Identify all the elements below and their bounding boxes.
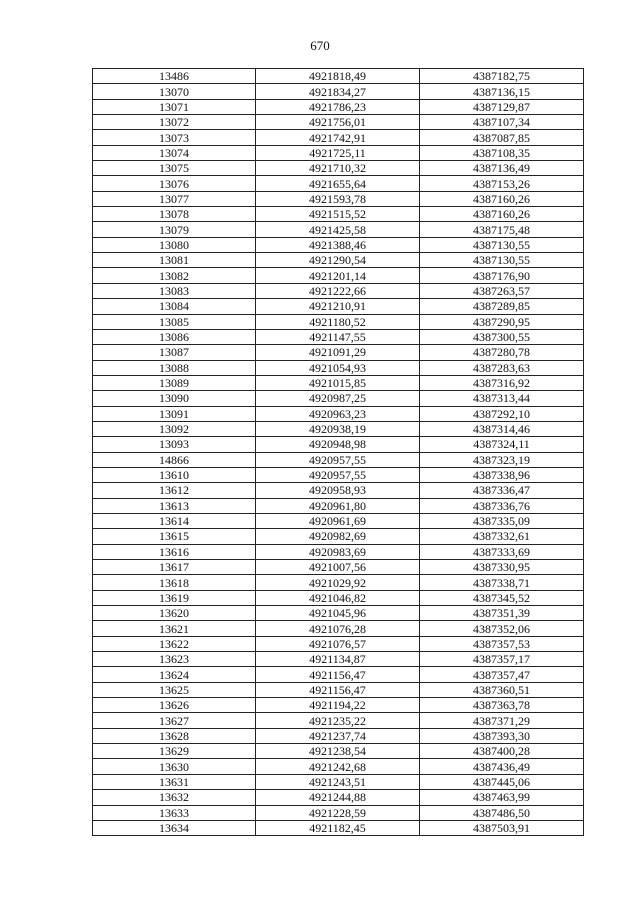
point-number-cell: 13620 bbox=[93, 606, 256, 621]
x-coordinate-cell: 4921045,96 bbox=[256, 606, 420, 621]
y-coordinate-cell: 4387160,26 bbox=[420, 207, 584, 222]
y-coordinate-cell: 4387313,44 bbox=[420, 391, 584, 406]
page-number: 670 bbox=[310, 38, 330, 53]
x-coordinate-cell: 4921388,46 bbox=[256, 237, 420, 252]
x-coordinate-cell: 4921742,91 bbox=[256, 130, 420, 145]
point-number-cell: 13082 bbox=[93, 268, 256, 283]
x-coordinate-cell: 4921242,68 bbox=[256, 759, 420, 774]
x-coordinate-cell: 4920983,69 bbox=[256, 544, 420, 559]
y-coordinate-cell: 4387324,11 bbox=[420, 437, 584, 452]
table-row bbox=[93, 498, 584, 513]
table-row bbox=[93, 636, 584, 651]
table-row bbox=[93, 575, 584, 590]
y-coordinate-cell: 4387360,51 bbox=[420, 682, 584, 697]
x-coordinate-cell: 4920961,80 bbox=[256, 498, 420, 513]
y-coordinate-cell: 4387323,19 bbox=[420, 452, 584, 467]
point-number-cell: 13089 bbox=[93, 375, 256, 390]
x-coordinate-cell: 4920957,55 bbox=[256, 467, 420, 482]
x-coordinate-cell: 4921091,29 bbox=[256, 345, 420, 360]
y-coordinate-cell: 4387357,53 bbox=[420, 636, 584, 651]
x-coordinate-cell: 4921290,54 bbox=[256, 253, 420, 268]
x-coordinate-cell: 4921235,22 bbox=[256, 713, 420, 728]
x-coordinate-cell: 4921244,88 bbox=[256, 790, 420, 805]
y-coordinate-cell: 4387316,92 bbox=[420, 375, 584, 390]
table-row bbox=[93, 774, 584, 789]
table-row bbox=[93, 667, 584, 682]
table-row bbox=[93, 560, 584, 575]
y-coordinate-cell: 4387400,28 bbox=[420, 744, 584, 759]
point-number-cell: 13084 bbox=[93, 299, 256, 314]
y-coordinate-cell: 4387463,99 bbox=[420, 790, 584, 805]
point-number-cell: 13081 bbox=[93, 253, 256, 268]
table-row bbox=[93, 713, 584, 728]
x-coordinate-cell: 4921243,51 bbox=[256, 774, 420, 789]
point-number-cell: 13070 bbox=[93, 84, 256, 99]
point-number-cell: 13612 bbox=[93, 483, 256, 498]
point-number-cell: 13610 bbox=[93, 467, 256, 482]
point-number-cell: 13091 bbox=[93, 406, 256, 421]
table-row bbox=[93, 314, 584, 329]
x-coordinate-cell: 4921134,87 bbox=[256, 652, 420, 667]
x-coordinate-cell: 4921237,74 bbox=[256, 728, 420, 743]
table-row bbox=[93, 606, 584, 621]
point-number-cell: 13618 bbox=[93, 575, 256, 590]
point-number-cell: 13083 bbox=[93, 283, 256, 298]
table-row bbox=[93, 360, 584, 375]
x-coordinate-cell: 4921655,64 bbox=[256, 176, 420, 191]
point-number-cell: 13627 bbox=[93, 713, 256, 728]
x-coordinate-cell: 4921210,91 bbox=[256, 299, 420, 314]
x-coordinate-cell: 4921054,93 bbox=[256, 360, 420, 375]
y-coordinate-cell: 4387335,09 bbox=[420, 513, 584, 528]
table-row bbox=[93, 283, 584, 298]
table-row bbox=[93, 161, 584, 176]
point-number-cell: 13090 bbox=[93, 391, 256, 406]
point-number-cell: 13071 bbox=[93, 99, 256, 114]
table-row bbox=[93, 329, 584, 344]
point-number-cell: 13634 bbox=[93, 820, 256, 835]
point-number-cell: 13622 bbox=[93, 636, 256, 651]
point-number-cell: 13633 bbox=[93, 805, 256, 820]
table-row bbox=[93, 268, 584, 283]
x-coordinate-cell: 4921015,85 bbox=[256, 375, 420, 390]
table-row bbox=[93, 437, 584, 452]
table-row bbox=[93, 590, 584, 605]
point-number-cell: 13077 bbox=[93, 191, 256, 206]
table-row bbox=[93, 130, 584, 145]
table-row bbox=[93, 176, 584, 191]
table-row bbox=[93, 375, 584, 390]
table-row bbox=[93, 99, 584, 114]
x-coordinate-cell: 4921593,78 bbox=[256, 191, 420, 206]
x-coordinate-cell: 4920963,23 bbox=[256, 406, 420, 421]
point-number-cell: 13087 bbox=[93, 345, 256, 360]
y-coordinate-cell: 4387108,35 bbox=[420, 145, 584, 160]
x-coordinate-cell: 4921029,92 bbox=[256, 575, 420, 590]
x-coordinate-cell: 4920957,55 bbox=[256, 452, 420, 467]
x-coordinate-cell: 4921194,22 bbox=[256, 698, 420, 713]
x-coordinate-cell: 4920987,25 bbox=[256, 391, 420, 406]
coordinates-table-body bbox=[93, 69, 584, 836]
y-coordinate-cell: 4387160,26 bbox=[420, 191, 584, 206]
point-number-cell: 13632 bbox=[93, 790, 256, 805]
table-row bbox=[93, 744, 584, 759]
table-row bbox=[93, 759, 584, 774]
table-row bbox=[93, 207, 584, 222]
x-coordinate-cell: 4920948,98 bbox=[256, 437, 420, 452]
x-coordinate-cell: 4921156,47 bbox=[256, 682, 420, 697]
y-coordinate-cell: 4387338,71 bbox=[420, 575, 584, 590]
x-coordinate-cell: 4921756,01 bbox=[256, 115, 420, 130]
x-coordinate-cell: 4920958,93 bbox=[256, 483, 420, 498]
table-row bbox=[93, 391, 584, 406]
x-coordinate-cell: 4921076,57 bbox=[256, 636, 420, 651]
x-coordinate-cell: 4921425,58 bbox=[256, 222, 420, 237]
point-number-cell: 13613 bbox=[93, 498, 256, 513]
coordinates-table bbox=[92, 68, 584, 836]
table-row bbox=[93, 115, 584, 130]
x-coordinate-cell: 4921046,82 bbox=[256, 590, 420, 605]
point-number-cell: 13072 bbox=[93, 115, 256, 130]
table-row bbox=[93, 513, 584, 528]
table-row bbox=[93, 452, 584, 467]
table-row bbox=[93, 69, 584, 84]
table-row bbox=[93, 483, 584, 498]
point-number-cell: 13619 bbox=[93, 590, 256, 605]
point-number-cell: 13086 bbox=[93, 329, 256, 344]
y-coordinate-cell: 4387486,50 bbox=[420, 805, 584, 820]
y-coordinate-cell: 4387330,95 bbox=[420, 560, 584, 575]
x-coordinate-cell: 4920961,69 bbox=[256, 513, 420, 528]
x-coordinate-cell: 4921147,55 bbox=[256, 329, 420, 344]
x-coordinate-cell: 4921834,27 bbox=[256, 84, 420, 99]
point-number-cell: 13616 bbox=[93, 544, 256, 559]
point-number-cell: 13076 bbox=[93, 176, 256, 191]
point-number-cell: 13623 bbox=[93, 652, 256, 667]
table-row bbox=[93, 299, 584, 314]
point-number-cell: 13631 bbox=[93, 774, 256, 789]
y-coordinate-cell: 4387176,90 bbox=[420, 268, 584, 283]
point-number-cell: 13625 bbox=[93, 682, 256, 697]
x-coordinate-cell: 4921007,56 bbox=[256, 560, 420, 575]
table-row bbox=[93, 805, 584, 820]
table-row bbox=[93, 467, 584, 482]
point-number-cell: 13085 bbox=[93, 314, 256, 329]
y-coordinate-cell: 4387336,76 bbox=[420, 498, 584, 513]
point-number-cell: 13079 bbox=[93, 222, 256, 237]
y-coordinate-cell: 4387136,49 bbox=[420, 161, 584, 176]
y-coordinate-cell: 4387153,26 bbox=[420, 176, 584, 191]
table-row bbox=[93, 529, 584, 544]
point-number-cell: 13080 bbox=[93, 237, 256, 252]
table-row bbox=[93, 84, 584, 99]
y-coordinate-cell: 4387130,55 bbox=[420, 253, 584, 268]
y-coordinate-cell: 4387436,49 bbox=[420, 759, 584, 774]
x-coordinate-cell: 4921076,28 bbox=[256, 621, 420, 636]
x-coordinate-cell: 4921228,59 bbox=[256, 805, 420, 820]
y-coordinate-cell: 4387290,95 bbox=[420, 314, 584, 329]
x-coordinate-cell: 4920938,19 bbox=[256, 421, 420, 436]
y-coordinate-cell: 4387280,78 bbox=[420, 345, 584, 360]
table-row bbox=[93, 682, 584, 697]
point-number-cell: 13624 bbox=[93, 667, 256, 682]
table-row bbox=[93, 222, 584, 237]
table-row bbox=[93, 253, 584, 268]
table-row bbox=[93, 621, 584, 636]
y-coordinate-cell: 4387263,57 bbox=[420, 283, 584, 298]
y-coordinate-cell: 4387289,85 bbox=[420, 299, 584, 314]
table-row bbox=[93, 406, 584, 421]
y-coordinate-cell: 4387393,30 bbox=[420, 728, 584, 743]
table-row bbox=[93, 191, 584, 206]
y-coordinate-cell: 4387130,55 bbox=[420, 237, 584, 252]
point-number-cell: 13078 bbox=[93, 207, 256, 222]
y-coordinate-cell: 4387352,06 bbox=[420, 621, 584, 636]
x-coordinate-cell: 4921238,54 bbox=[256, 744, 420, 759]
y-coordinate-cell: 4387175,48 bbox=[420, 222, 584, 237]
point-number-cell: 13088 bbox=[93, 360, 256, 375]
y-coordinate-cell: 4387357,17 bbox=[420, 652, 584, 667]
x-coordinate-cell: 4921180,52 bbox=[256, 314, 420, 329]
y-coordinate-cell: 4387445,06 bbox=[420, 774, 584, 789]
point-number-cell: 13614 bbox=[93, 513, 256, 528]
x-coordinate-cell: 4921786,23 bbox=[256, 99, 420, 114]
point-number-cell: 13615 bbox=[93, 529, 256, 544]
point-number-cell: 13628 bbox=[93, 728, 256, 743]
y-coordinate-cell: 4387107,34 bbox=[420, 115, 584, 130]
y-coordinate-cell: 4387338,96 bbox=[420, 467, 584, 482]
x-coordinate-cell: 4921710,32 bbox=[256, 161, 420, 176]
y-coordinate-cell: 4387292,10 bbox=[420, 406, 584, 421]
point-number-cell: 13617 bbox=[93, 560, 256, 575]
y-coordinate-cell: 4387283,63 bbox=[420, 360, 584, 375]
y-coordinate-cell: 4387332,61 bbox=[420, 529, 584, 544]
table-row bbox=[93, 544, 584, 559]
y-coordinate-cell: 4387371,29 bbox=[420, 713, 584, 728]
point-number-cell: 13092 bbox=[93, 421, 256, 436]
table-row bbox=[93, 820, 584, 835]
x-coordinate-cell: 4921515,52 bbox=[256, 207, 420, 222]
y-coordinate-cell: 4387300,55 bbox=[420, 329, 584, 344]
y-coordinate-cell: 4387333,69 bbox=[420, 544, 584, 559]
point-number-cell: 13075 bbox=[93, 161, 256, 176]
y-coordinate-cell: 4387314,46 bbox=[420, 421, 584, 436]
x-coordinate-cell: 4921725,11 bbox=[256, 145, 420, 160]
point-number-cell: 14866 bbox=[93, 452, 256, 467]
table-row bbox=[93, 652, 584, 667]
y-coordinate-cell: 4387351,39 bbox=[420, 606, 584, 621]
x-coordinate-cell: 4921201,14 bbox=[256, 268, 420, 283]
table-row bbox=[93, 345, 584, 360]
x-coordinate-cell: 4921222,66 bbox=[256, 283, 420, 298]
y-coordinate-cell: 4387129,87 bbox=[420, 99, 584, 114]
table-row bbox=[93, 145, 584, 160]
point-number-cell: 13621 bbox=[93, 621, 256, 636]
table-row bbox=[93, 698, 584, 713]
point-number-cell: 13073 bbox=[93, 130, 256, 145]
point-number-cell: 13629 bbox=[93, 744, 256, 759]
table-row bbox=[93, 790, 584, 805]
x-coordinate-cell: 4921156,47 bbox=[256, 667, 420, 682]
point-number-cell: 13626 bbox=[93, 698, 256, 713]
table-row bbox=[93, 421, 584, 436]
y-coordinate-cell: 4387357,47 bbox=[420, 667, 584, 682]
table-row bbox=[93, 728, 584, 743]
table-row bbox=[93, 237, 584, 252]
x-coordinate-cell: 4921818,49 bbox=[256, 69, 420, 84]
point-number-cell: 13486 bbox=[93, 69, 256, 84]
y-coordinate-cell: 4387087,85 bbox=[420, 130, 584, 145]
y-coordinate-cell: 4387336,47 bbox=[420, 483, 584, 498]
y-coordinate-cell: 4387136,15 bbox=[420, 84, 584, 99]
point-number-cell: 13093 bbox=[93, 437, 256, 452]
x-coordinate-cell: 4921182,45 bbox=[256, 820, 420, 835]
point-number-cell: 13630 bbox=[93, 759, 256, 774]
y-coordinate-cell: 4387182,75 bbox=[420, 69, 584, 84]
point-number-cell: 13074 bbox=[93, 145, 256, 160]
y-coordinate-cell: 4387503,91 bbox=[420, 820, 584, 835]
x-coordinate-cell: 4920982,69 bbox=[256, 529, 420, 544]
y-coordinate-cell: 4387345,52 bbox=[420, 590, 584, 605]
y-coordinate-cell: 4387363,78 bbox=[420, 698, 584, 713]
